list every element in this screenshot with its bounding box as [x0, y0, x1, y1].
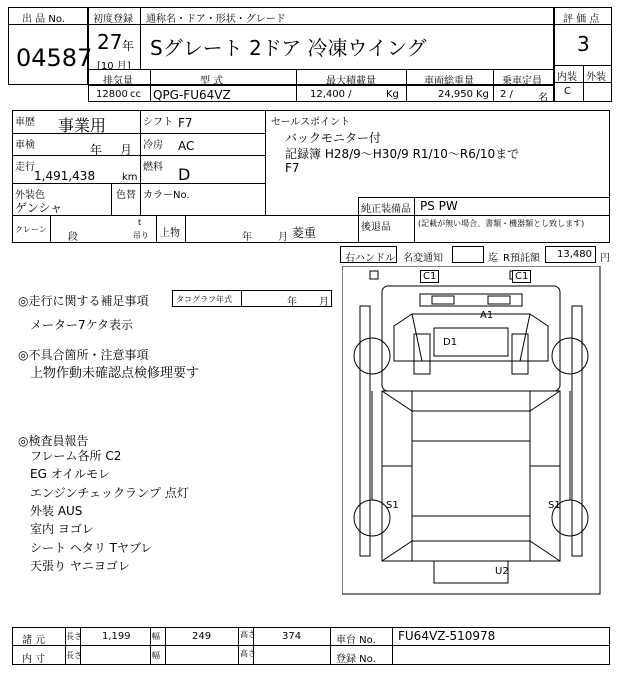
inspector-item: EG オイルモレ	[30, 467, 111, 481]
dims-label: 諸 元	[22, 635, 46, 646]
chassis-no: FU64VZ-510978	[398, 629, 496, 643]
cab-outline	[382, 286, 560, 391]
defects-title: ◎不具合箇所・注意事項	[18, 348, 149, 362]
max-load-unit: Kg	[386, 89, 399, 100]
displacement-unit: cc	[130, 89, 141, 100]
lift-unit: t	[138, 218, 142, 227]
color-value: ゲンシャ	[15, 201, 63, 215]
fuel-value: D	[178, 165, 191, 184]
inspector-item: エンジンチェックランプ 点灯	[30, 486, 189, 500]
recycle-box	[545, 246, 596, 263]
inspection-year: 年	[90, 143, 103, 157]
driving-title: ◎走行に関する補足事項	[18, 294, 149, 308]
inspector-item: 天張り ヤニヨゴレ	[30, 559, 130, 573]
inspector-item: フレーム各所 C2	[30, 449, 122, 463]
mileage-label: 走行	[15, 162, 35, 173]
length-label: 長さ	[66, 632, 82, 641]
sales-points-label: セールスポイント	[271, 117, 351, 128]
displacement-value: 12800	[96, 89, 128, 100]
max-load-value: 12,400 /	[310, 89, 352, 100]
interior-dims-label: 内 寸	[22, 654, 46, 665]
name-label: 通称名・ドア・形状・グレード	[146, 14, 286, 25]
body-month: 月	[278, 232, 288, 243]
sales-point-3: F7	[285, 161, 300, 175]
capacity-label: 乗車定員	[502, 76, 542, 87]
color-change-label: 色替	[116, 190, 136, 201]
cab-right-side	[520, 314, 548, 361]
cab-door-left	[414, 334, 430, 374]
chassis-label: 車台 No.	[336, 635, 376, 646]
lot-number: 04587	[16, 44, 93, 72]
gross-weight-unit: Kg	[476, 89, 489, 100]
fuel-label: 燃料	[143, 162, 163, 173]
damage-mark-c1-left: C1	[420, 270, 439, 283]
recycle-unit: 円	[600, 253, 610, 264]
ac-value: AC	[178, 139, 195, 153]
defects-note: 上物作動未確認点検修理要す	[30, 366, 200, 381]
mirror-right	[488, 296, 510, 304]
date-unit: 迄	[488, 253, 498, 264]
inspector-item: シート ヘタリ Tヤブレ	[30, 541, 153, 555]
body-value: 菱重	[292, 226, 317, 240]
exterior-label: 外装	[586, 72, 606, 83]
shift-value: F7	[178, 116, 193, 130]
history-value: 事業用	[58, 116, 107, 135]
color-label: 外装色	[15, 190, 45, 201]
model-name: Sグレート 2ドア 冷凍ウイング	[150, 36, 427, 60]
type-label: 型 式	[200, 76, 224, 87]
mark-box	[370, 271, 378, 279]
shift-label: シフト	[143, 117, 173, 128]
crane-stage-unit: 段	[68, 232, 78, 243]
width-value: 249	[192, 631, 212, 642]
capacity-unit: 名	[538, 93, 548, 104]
damage-mark-d1: D1	[443, 337, 458, 348]
color-no-label: カラーNo.	[143, 190, 190, 201]
length-label: 長さ	[66, 651, 82, 660]
mileage-value: 1,491,438	[34, 169, 96, 183]
reg-year: 27	[97, 30, 123, 54]
genuine-equip-value: PS PW	[420, 199, 458, 213]
tachograph-year: 年	[287, 297, 297, 308]
sales-point-2: 記録簿 H28/9～H30/9 R1/10～R6/10まで	[285, 147, 520, 161]
length-value: 1,199	[102, 631, 131, 642]
steering-value: 右ハンドル	[345, 253, 395, 264]
score-label: 評 価 点	[563, 14, 600, 25]
history-label: 車歴	[15, 117, 35, 128]
mileage-unit: km	[122, 172, 138, 183]
aftermarket-note: (記載が無い場合、書類・機器類とし致します)	[418, 219, 585, 228]
aftermarket-label: 後退品	[361, 222, 391, 233]
height-label: 高さ	[240, 630, 256, 639]
recycle-amount: 13,480	[557, 249, 592, 260]
name-change-label: 名変通知	[403, 253, 443, 264]
cab-door-right	[512, 334, 528, 374]
body-label: 上物	[160, 228, 180, 239]
displacement-label: 排気量	[103, 76, 133, 87]
damage-mark-s1-right: S1	[548, 500, 561, 511]
body-year: 年	[242, 232, 252, 243]
genuine-equip-label: 純正装備品	[361, 204, 411, 215]
first-reg-label: 初度登録	[93, 14, 133, 25]
cargo-outline	[382, 391, 560, 561]
lot-label: 出 品 No.	[22, 14, 65, 25]
interior-label: 内装	[557, 72, 577, 83]
capacity-value: 2 /	[500, 89, 513, 100]
inspection-label: 車検	[15, 140, 35, 151]
interior-grade: C	[564, 86, 571, 97]
ac-label: 冷房	[143, 140, 163, 151]
reg-month: [10 月]	[97, 61, 131, 72]
score-value: 3	[577, 32, 590, 56]
mirror-left	[432, 296, 454, 304]
reg-year-unit: 年	[122, 39, 135, 53]
reg-label: 登録 No.	[336, 654, 376, 665]
tachograph-month: 月	[319, 297, 329, 308]
name-change-box	[452, 246, 484, 263]
steering-box	[340, 246, 397, 263]
inspector-item: 外装 AUS	[30, 504, 83, 518]
gross-weight-value: 24,950	[438, 89, 473, 100]
height-value: 374	[282, 631, 302, 642]
truck-diagram	[342, 266, 602, 596]
damage-mark-c1-right: C1	[512, 270, 531, 283]
front-wheel-right	[552, 338, 588, 374]
driving-note: メーター7ケタ表示	[30, 318, 134, 332]
front-wheel-left	[354, 338, 390, 374]
height-label: 高さ	[240, 649, 256, 658]
cab-left-side	[394, 314, 422, 361]
inspector-item: 室内 ヨゴレ	[30, 522, 94, 536]
damage-mark-a1: A1	[480, 310, 494, 321]
damage-mark-s1-left: S1	[386, 500, 399, 511]
lift-label: 吊り	[133, 231, 149, 240]
max-load-label: 最大積載量	[326, 76, 376, 87]
damage-mark-u2: U2	[495, 566, 509, 577]
model-code: QPG-FU64VZ	[153, 88, 231, 102]
inspector-title: ◎検査員報告	[18, 434, 89, 448]
width-label: 幅	[152, 632, 160, 641]
inspection-month: 月	[120, 143, 133, 157]
width-label: 幅	[152, 651, 160, 660]
sales-point-1: バックモニター付	[285, 131, 382, 145]
recycle-label: R預託額	[503, 253, 540, 264]
gross-weight-label: 車両総重量	[424, 76, 474, 87]
crane-label: クレーン	[15, 225, 47, 234]
tachograph-label: タコグラフ年式	[176, 295, 232, 304]
rear-wheel-left	[354, 500, 390, 536]
